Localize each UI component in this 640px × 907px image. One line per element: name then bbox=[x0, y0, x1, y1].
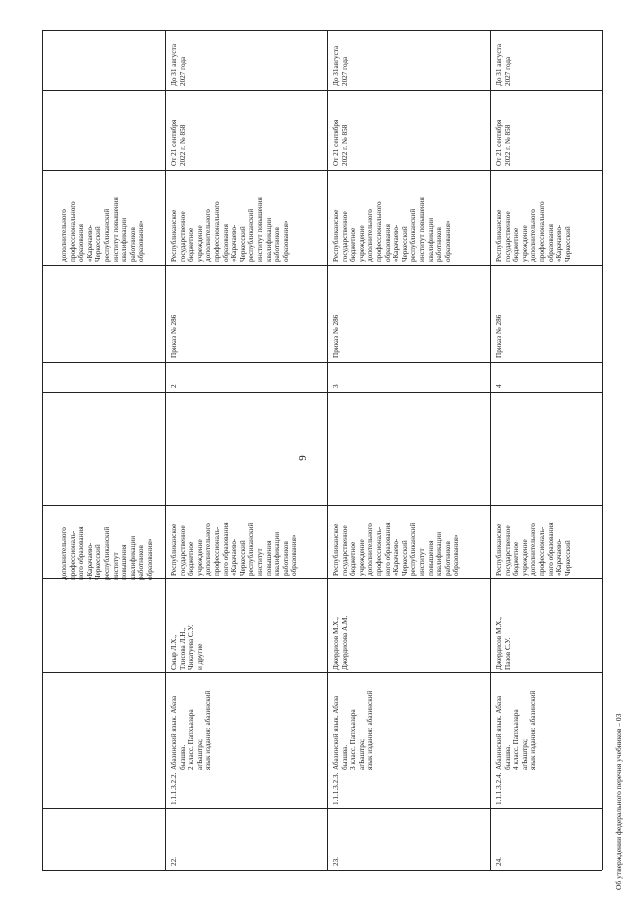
page-footer: Об утверждении федерального перечня учебников – 03 bbox=[614, 713, 623, 890]
row-22-title: Абазинский язык. Абаза бызшва. 2 класс. Папхьазара агЬаштра; язык издания: абазинский bbox=[170, 690, 213, 770]
row-23-authors: Джердисов М.Х., Джердисова А.М. bbox=[332, 615, 349, 670]
col-divider-date bbox=[42, 170, 602, 171]
row-22-number: 22. bbox=[170, 857, 178, 866]
continuation-publisher: дополнительного профессиональ- ного образования «Карачаево- Черкесский республиканский институт повышения квалификации работников образования» bbox=[60, 526, 154, 580]
table-border-top bbox=[42, 30, 43, 870]
col-divider-publisher bbox=[42, 505, 602, 506]
row-22-order: Приказ № 286 bbox=[170, 314, 178, 358]
col-divider-title bbox=[42, 672, 602, 673]
col-divider-applicant bbox=[42, 265, 602, 266]
row-22-applicant: Республиканское государственное бюджетное учреждение дополнительного профессионального образования «Карачаево- Черкесский республиканский институт повышения квалификации работников образования» bbox=[170, 197, 290, 262]
continuation-applicant: дополнительного профессионального образования «Карачаево- Черкесский республиканский институт повышения квалификации работников образования» bbox=[60, 197, 146, 262]
table-border-right bbox=[42, 30, 602, 31]
row-24-code: 1.1.1.3.2.4. bbox=[495, 772, 503, 805]
row-23-publisher: Республиканское государственное бюджетное учреждение дополнительного профессиональ- ного образования «Карачаево- Черкесский республиканский институт повышения квалификации работников образования» bbox=[332, 522, 461, 576]
row-23-date: От 21 сентября 2022 г. № 858 bbox=[332, 119, 349, 166]
row-24-date: От 21 сентября 2022 г. № 858 bbox=[495, 119, 512, 166]
row-24-order: Приказ № 286 bbox=[495, 314, 503, 358]
table-border-left bbox=[42, 870, 602, 871]
row-23-number: 23. bbox=[332, 857, 340, 866]
row-22-code: 1.1.1.3.2.2. bbox=[170, 772, 178, 805]
table-border-bottom bbox=[602, 30, 603, 870]
row-24-valid: До 31 августа 2027 года bbox=[495, 43, 512, 86]
row-22-publisher: Республиканское государственное бюджетное учреждение дополнительного профессиональ- ного образования «Карачаево- Черкесский республиканский институт повышения квалификации работников образования» bbox=[170, 522, 299, 576]
col-divider-position bbox=[42, 392, 602, 393]
row-23-title: Абазинский язык. Абаза бызшва. 3 класс. Папхьазара агЬаштра; язык издания: абазинский bbox=[332, 690, 375, 770]
page-number: 9 bbox=[296, 455, 309, 461]
row-23-position: 3 bbox=[332, 384, 340, 388]
row-24-authors: Джердисов М.Х., Пазов С.У. bbox=[495, 617, 512, 670]
row-22-valid: До 31 августа 2027 года bbox=[170, 43, 187, 86]
row-23-valid: До 31августа 2027 года bbox=[332, 45, 349, 86]
row-23-code: 1.1.1.3.2.3. bbox=[332, 772, 340, 805]
col-divider-valid bbox=[42, 90, 602, 91]
row-divider-23 bbox=[327, 30, 328, 870]
row-22-date: От 21 сентября 2022 г. № 858 bbox=[170, 119, 187, 166]
row-22-authors: Смыр Л.Х., Тлисова Л.Н., Чикатуева С.У. и другие bbox=[170, 624, 204, 670]
row-24-applicant: Республиканское государственное бюджетное учреждение дополнительного профессионального образования «Карачаево- Черкесский bbox=[495, 201, 572, 262]
row-23-order: Приказ № 286 bbox=[332, 314, 340, 358]
row-24-publisher: Республиканское государственное бюджетное учреждение дополнительного профессиональ- ного образования «Карачаево- Черкесский bbox=[495, 522, 572, 576]
row-divider-24 bbox=[490, 30, 491, 870]
row-24-position: 4 bbox=[495, 384, 503, 388]
row-22-position: 2 bbox=[170, 384, 178, 388]
row-24-number: 24. bbox=[495, 857, 503, 866]
col-divider-order bbox=[42, 362, 602, 363]
row-23-applicant: Республиканское государственное бюджетное учреждение дополнительного профессионального образования «Карачаево- Черкесский республиканский институт повышения квалификации работников образования» bbox=[332, 197, 452, 262]
row-divider-22 bbox=[165, 30, 166, 870]
col-divider-code bbox=[42, 808, 602, 809]
row-24-title: Абазинский язык. Абаза бызшва. 4 класс. Папхьазара агЬаштра; язык издания: абазинский bbox=[495, 690, 538, 770]
